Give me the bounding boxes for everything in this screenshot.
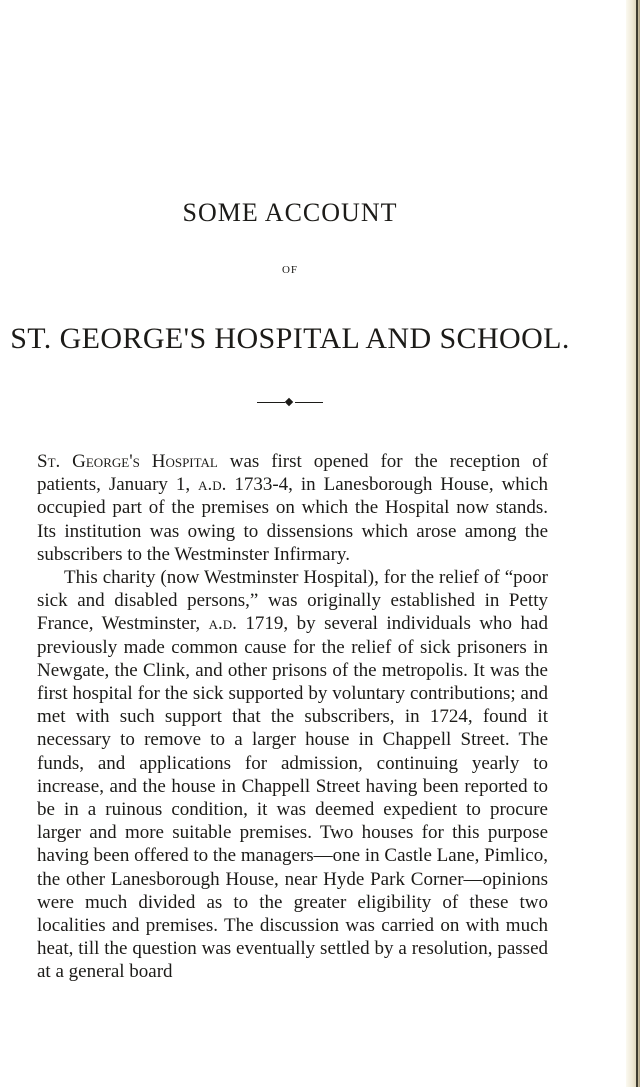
paragraph-1-text-a: was first opened for the reception of patients, January 1, [37, 451, 548, 496]
title-some-account: SOME ACCOUNT [182, 198, 398, 227]
paragraph-1-ad: a.d. [198, 474, 227, 496]
diamond-ornament-icon [285, 398, 293, 406]
paragraph-2 [37, 566, 548, 984]
paragraph-2-text-b: 1719, by several individuals who had previously made common cause for the relief of sick prisoners in Newgate, the Clink, and other prisons of the metropolis. It was the first hospital for the sick supported by voluntary contributions; and met with such support that the subscribers, in 1724, found it necessary to remove to a larger house in Chappell Street. The funds, and applications for admission, continuing yearly to increase, and the house in Chappell Street having been reported to be in a ruinous condition, it was deemed expedient to procure larger and more suitable premises. Two houses for this purpose having been offered to the managers—one in Castle Lane, Pimlico, the other Lanesborough House, near Hyde Park Corner—opinions were much divided as to the greater eligibility of these two localities and premises. The discussion was carried on with much heat, till the question was eventually settled by a resolution, passed at a general board [37, 613, 548, 983]
paragraph-1 [37, 450, 548, 566]
paragraph-2-ad: a.d. [208, 613, 237, 635]
paragraph-2-text-a: This charity (now Westminster Hospital), for the relief of “poor sick and disabled persons,” was originally established in Petty France, Westminster, [37, 567, 548, 635]
body-text [37, 450, 548, 984]
page-edge-line [636, 0, 638, 1087]
ornament-divider [257, 397, 323, 409]
paragraph-1-lead: St. George's Hospital [37, 451, 218, 472]
title-of: OF [281, 264, 299, 276]
title-hospital-and-school: ST. GEORGE'S HOSPITAL AND SCHOOL. [10, 322, 570, 355]
ornament-rule-left [257, 402, 285, 403]
paragraph-1-text-b: 1733-4, in Lanesborough House, which occupied part of the premises on which the Hospital now stands. Its institution was owing to dissensions which arose among the subscribers to the Westminster Infirmary. [37, 474, 548, 565]
ornament-rule-right [295, 402, 323, 403]
